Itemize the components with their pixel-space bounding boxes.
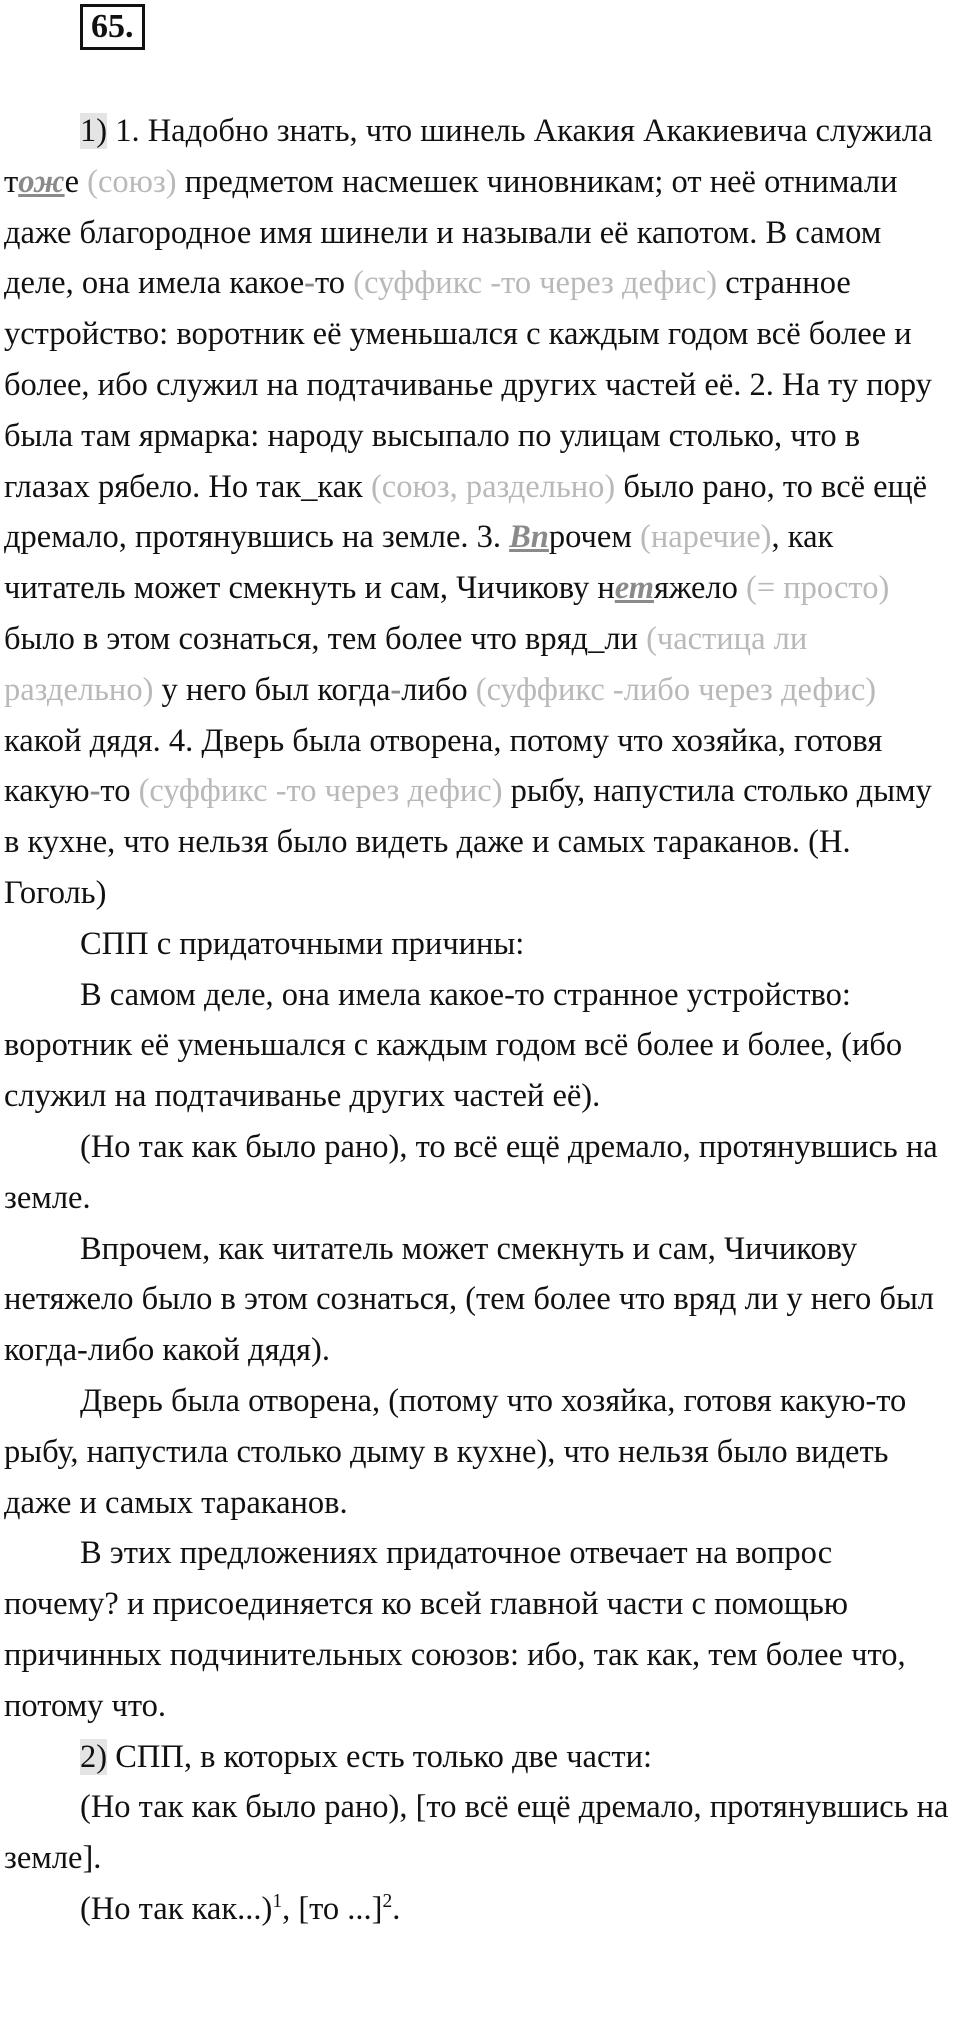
- example-sentence: (Но так как было рано), [то всё ещё дремало, протянувшись на земле].: [4, 1789, 949, 1877]
- spp-heading: СПП с придаточными причины:: [80, 925, 525, 962]
- text-fragment: либо: [401, 671, 468, 708]
- scheme-part: (Но так как...): [80, 1890, 273, 1927]
- text-fragment: рыбу, напустила столько дыму в кухне, что нельзя было видеть даже и самых тараканов. (Н. Гоголь): [4, 773, 932, 911]
- text-fragment: какой дядя. 4. Дверь была отворена, потому что хозяйка, готовя какую: [4, 722, 883, 810]
- grammar-note: (= просто): [746, 570, 890, 607]
- example-sentence: (Но так как было рано), то всё ещё дремало, протянувшись на земле.: [4, 1128, 938, 1216]
- scheme-part: , [то ...]: [282, 1890, 383, 1927]
- paragraph-part-2: [4, 1732, 954, 1783]
- scheme-index: 1: [272, 1891, 283, 1913]
- paragraph-source-text: [4, 106, 954, 919]
- grammar-note: (суффикс -либо через дефис): [475, 671, 877, 708]
- inserted-hyphen: -: [304, 265, 315, 302]
- text-fragment: 1. Надобно знать, что шинель Акакия Акакиевича служила т: [4, 113, 933, 200]
- grammar-note: (суффикс -то через дефис): [353, 265, 718, 302]
- grammar-note: (союз, раздельно): [370, 468, 616, 505]
- text-fragment: то: [100, 773, 131, 810]
- exercise-number: 65.: [80, 4, 145, 50]
- example-sentence: В самом деле, она имела какое-то странное устройство: воротник её уменьшался с каждым годом всё более и более, (ибо служил на подтачиванье других частей её).: [4, 976, 903, 1115]
- text-fragment: было рано, то всё ещё дремало, протянувшись на земле. 3.: [4, 468, 928, 556]
- text-fragment: было в этом сознаться, тем более что вряд_ли: [4, 620, 638, 657]
- text-fragment: СПП, в которых есть только две части:: [115, 1738, 653, 1775]
- scheme-part: .: [392, 1890, 401, 1927]
- text-fragment: у него был когда: [161, 671, 391, 708]
- grammar-note: (суффикс -то через дефис): [138, 773, 503, 810]
- explanation-paragraph: В этих предложениях придаточное отвечает на вопрос почему? и присоединяется ко всей главной части с помощью причинных подчинительных союзов: ибо, так как, тем более что, потому что.: [4, 1535, 906, 1724]
- exercise-content: [4, 106, 954, 1935]
- inserted-letters: Вп: [509, 519, 549, 556]
- item-tag-1: 1): [80, 113, 108, 149]
- grammar-note: (частица ли раздельно): [4, 620, 808, 708]
- grammar-note: (союз): [87, 163, 177, 200]
- grammar-note: (наречие): [640, 519, 772, 556]
- text-fragment: е: [64, 163, 80, 200]
- inserted-letters: ет: [614, 570, 655, 607]
- text-fragment: предметом насмешек чиновникам; от неё отнимали даже благородное имя шинели и называли её капотом. В самом деле, она имела какое: [4, 163, 898, 302]
- text-fragment: рочем: [548, 519, 632, 556]
- inserted-letters: ож: [18, 163, 65, 200]
- example-sentence: Впрочем, как читатель может смекнуть и сам, Чичикову нетяжело было в этом сознаться, (тем более что вряд ли у него был когда-либо какой дядя).: [4, 1230, 935, 1369]
- text-fragment: яжело: [654, 570, 738, 607]
- inserted-hyphen: -: [89, 773, 101, 810]
- sentence-scheme: [4, 1884, 954, 1935]
- inserted-hyphen: -: [390, 671, 402, 708]
- text-fragment: странное устройство: воротник её уменьшался с каждым годом всё более и более, ибо служил на подтачиванье других частей её. 2. На ту пору была там ярмарка: народу высыпало по улицам столько, что в глазах рябело. Но так_как: [4, 265, 932, 505]
- scheme-index: 2: [382, 1891, 393, 1913]
- item-tag-2: 2): [80, 1738, 108, 1775]
- text-fragment: , как читатель может смекнуть и сам, Чичикову н: [4, 519, 834, 607]
- example-sentence: Дверь была отворена, (потому что хозяйка, готовя какую-то рыбу, напустила столько дыму в кухне), что нельзя было видеть даже и самых тараканов.: [4, 1382, 907, 1521]
- text-fragment: то: [314, 265, 345, 302]
